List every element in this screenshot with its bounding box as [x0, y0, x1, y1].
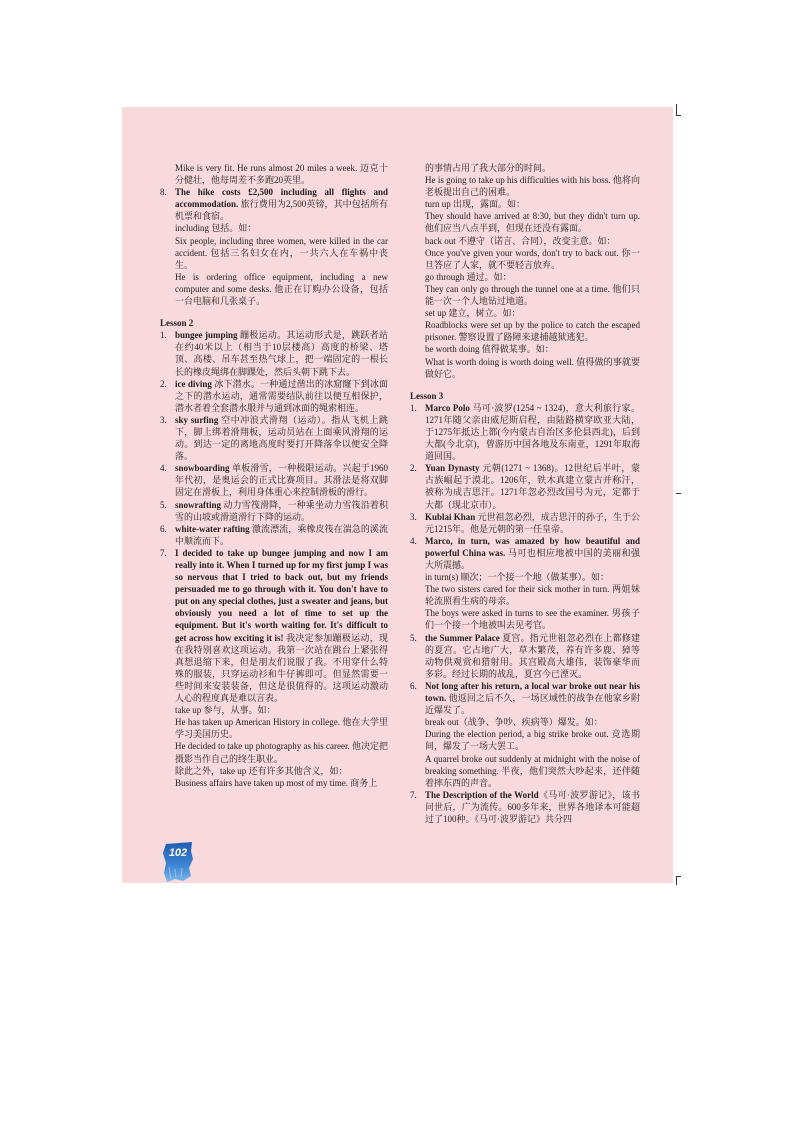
example-sentence: The two sisters cared for their sick mother in turn. 两姐妹轮流照看生病的母亲。 [425, 584, 640, 607]
phrase-definition: go through 通过。如： [425, 271, 512, 282]
crop-mark-bottom-right [676, 876, 677, 885]
phrase-definition: in turn(s) 顺次；一个接一个地（做某事）。如： [425, 572, 609, 583]
example-sentence: Mike is very fit. He runs almost 20 miles a week. 迈克十分健壮，他每周差不多跑20英里。 [175, 163, 388, 186]
item-term: Kublai Khan [425, 511, 476, 522]
item-number: 3. [160, 414, 167, 425]
note-item [160, 186, 388, 222]
example-sentence: What is worth doing is worth doing well. 值得做的事就要做好它。 [425, 356, 640, 379]
example-sentence: The boys were asked in turns to see the examiner. 男孩子们一个接一个地被叫去见考官。 [425, 608, 640, 631]
right-column [410, 162, 640, 825]
example-sentence: Roadblocks were set up by the police to catch the escaped prisoner. 警察设置了路障来逮捕越狱逃犯。 [425, 320, 640, 343]
item-term: bungee jumping [175, 330, 238, 341]
item-explanation: 空中冲浪式滑翔（运动）。指从飞机上跳下，脚上绑着滑翔板，运动员站在上面乘风滑翔的运动。到达一定的离地高度时要打开降落伞以便安全降落。 [175, 414, 389, 462]
item-explanation: 旅行费用为2,500英镑，其中包括所有机票和食宿。 [175, 199, 388, 222]
item-term: Yuan Dynasty [425, 463, 480, 474]
lesson-heading: Lesson 3 [410, 390, 444, 401]
phrase-definition: break out（战争、争吵、疾病等）爆发。如： [425, 717, 603, 728]
item-explanation: 单板滑雪，一种极限运动。兴起于1960年代初，是奥运会的正式比赛项目。其滑法是将双脚固定在滑板上，利用身体重心来控制滑板的滑行。 [175, 463, 388, 498]
item-explanation: 冰下潜水。一种通过凿出的冰窟窿下到冰面之下的潜水运动，通常需要结队前往以便互相保护，潜水者着全套潜水服并与通到冰面的绳索相连。 [175, 378, 388, 413]
note-item [160, 523, 388, 547]
item-explanation: 《马可·波罗游记》，该书问世后，广为流传。600多年来，世界各地译本可能超过了100种。《马可·波罗游记》共分四 [425, 789, 640, 824]
note-item [410, 789, 640, 825]
phrase-definition: including 包括。如： [175, 223, 257, 234]
example-sentence: He is ordering office equipment, including a new computer and some desks. 他正在订购办公设备，包括一台电脑和几张桌子。 [175, 271, 388, 307]
item-term: Marco, in turn, was amazed by how beautiful and powerful China was. [425, 535, 640, 558]
example-sentence: They should have arrived at 8:30, but they didn't turn up. 他们应当八点半到，但现在还没有露面。 [425, 211, 640, 234]
note-item [160, 329, 388, 377]
left-column [160, 162, 388, 789]
example-sentence: Business affairs have taken up most of my time. 商务上 [175, 777, 378, 788]
item-term: snowrafting [175, 499, 222, 510]
item-number: 4. [410, 535, 417, 546]
crop-mark-top-right [676, 115, 681, 116]
example-sentence: He has taken up American History in college. 他在大学里学习美国历史。 [175, 717, 388, 740]
lesson-heading: Lesson 2 [160, 318, 194, 329]
item-number: 3. [410, 511, 417, 522]
page-number-badge [161, 841, 195, 883]
phrase-definition: set up 建立，树立。如： [425, 308, 521, 319]
page-number: 102 [168, 847, 188, 859]
note-item [160, 414, 388, 462]
note-item [410, 632, 640, 680]
item-explanation: 激流漂流，乘橡皮筏在湍急的溪流中顺流而下。 [175, 523, 388, 546]
item-explanation: 马可也相应地被中国的美丽和强大所震撼。 [425, 547, 640, 570]
phrase-definition: be worth doing 值得做某事。如： [425, 344, 554, 355]
phrase-definition: turn up 出现，露面。如： [425, 199, 525, 210]
item-number: 5. [160, 499, 167, 510]
phrase-definition: back out 不遵守（诺言、合同），改变主意。如： [425, 235, 616, 246]
item-explanation: 马可·波罗(1254 ~ 1324)，意大利旅行家。1271年随父亲由威尼斯启程，由陆路横穿欧亚大陆，于1275年抵达上都(今内蒙古自治区多伦县西北)，后到大都(今北京)，曾游历中国各地及东南亚，1291年取海道回国。 [425, 402, 640, 462]
note-item [410, 511, 640, 535]
note-item [160, 462, 388, 498]
note-item [410, 680, 640, 716]
item-explanation: 元朝(1271 ~ 1368)。12世纪后半叶，蒙古族崛起于漠北。1206年，铁木真建立蒙古并称汗，被称为成吉思汗。1271年忽必烈改国号为元，定都于大都（现北京市）。 [425, 463, 640, 510]
item-number: 7. [160, 547, 167, 558]
item-term: snowboarding [175, 463, 230, 474]
item-number: 2. [410, 463, 417, 474]
example-sentence: Six people, including three women, were killed in the car accident. 包括三名妇女在内，一共六人在车祸中丧生。 [175, 235, 388, 270]
item-number: 6. [410, 680, 417, 691]
item-term: the Summer Palace [425, 632, 500, 643]
item-term: Not long after his return, a local war broke out near his town. [425, 680, 640, 704]
item-number: 1. [410, 402, 417, 413]
item-number: 7. [410, 789, 417, 800]
item-number: 1. [160, 330, 167, 341]
item-explanation: 动力雪筏滑降，一种乘坐动力雪筏沿着积雪的山坡或滑道滑行下降的运动。 [175, 499, 388, 522]
example-sentence: He decided to take up photography as his career. 他决定把摄影当作自己的终生职业。 [175, 741, 388, 764]
item-term: The Description of the World [425, 789, 539, 800]
item-number: 2. [160, 378, 167, 389]
example-sentence: They can only go through the tunnel one at a time. 他们只能一次一个人地钻过地道。 [425, 283, 640, 307]
item-number: 4. [160, 463, 167, 474]
example-sentence: 的事情占用了我大部分的时间。 [425, 163, 552, 173]
example-sentence: A quarrel broke out suddenly at midnight with the noise of breaking something. 半夜，他们突然大吵起来，还伴随着摔东西的声音。 [425, 753, 640, 788]
note-item [410, 462, 640, 510]
note-item [160, 378, 388, 414]
note-item [410, 402, 640, 462]
phrase-definition: 除此之外，take up 还有许多其他含义，如： [175, 765, 348, 776]
example-sentence: During the election period, a big strike broke out. 竞选期间，爆发了一场大罢工。 [425, 729, 640, 752]
item-explanation: 元世祖忽必烈，成吉思汗的孙子，生于公元1215年。他是元朝的第一任皇帝。 [425, 511, 641, 534]
note-item [410, 535, 640, 571]
item-explanation: 我决定参加蹦极运动，现在我特别喜欢这项运动。我第一次站在跳台上紧张得真想退缩下来，但是朋友们说服了我。不用穿什么特殊的服装，只穿运动衫和牛仔裤即可。但显然需要一些时间来安装装备，但这是很值得的。这项运动激动人心的程度真是难以言表。 [175, 632, 388, 704]
example-sentence: He is going to take up his difficulties with his boss. 他将向老板提出自己的困难。 [425, 175, 640, 198]
item-explanation: 蹦极运动。其运动形式是，跳跃者站在约40米以上（相当于10层楼高）高度的桥梁、塔顶、高楼、吊车甚至热气球上，把一端固定的一根长长的橡皮绳绑在脚踝处，然后头朝下跳下去。 [175, 330, 388, 377]
note-item [160, 499, 388, 523]
item-term: ice diving [175, 378, 212, 389]
item-number: 5. [410, 632, 417, 643]
crop-mark-bottom-right [676, 876, 681, 877]
item-number: 6. [160, 523, 167, 534]
item-term: Marco Polo [425, 402, 470, 413]
item-explanation: 夏宫。指元世祖忽必烈在上都修建的夏宫。它占地广大，草木繁茂，养有许多鹿、獐等动物供观赏和猎射用。其宫殿高大雄伟，装饰豪华而多彩。经过长期的战乱，夏宫今已湮灭。 [425, 632, 640, 679]
item-term: sky surfing [175, 414, 219, 425]
phrase-definition: take up 参与，从事。如： [175, 705, 276, 716]
item-term: white-water rafting [175, 523, 250, 534]
crop-mark-middle-right [676, 493, 681, 494]
example-sentence: Once you've given your words, don't try to back out. 你一旦答应了人家，就不要轻言放弃。 [425, 247, 640, 270]
item-term: The hike costs £2,500 including all flights and accommodation. [175, 187, 388, 210]
note-item [160, 547, 388, 704]
item-number: 8. [160, 187, 167, 198]
item-term: I decided to take up bungee jumping and now I am really into it. When I turned up for my first jump I was so nervous that I tried to back out, but my friends persuaded me to go through with it. You don't have to put on any special clothes, just a sweater and jeans, but obviously you need a lot of time to set up the equipment. But it's worth waiting for. It's difficult to get across how exciting it is! [175, 547, 388, 643]
item-explanation: 他返回之后不久，一场区域性的战争在他家乡附近爆发了。 [425, 693, 640, 716]
